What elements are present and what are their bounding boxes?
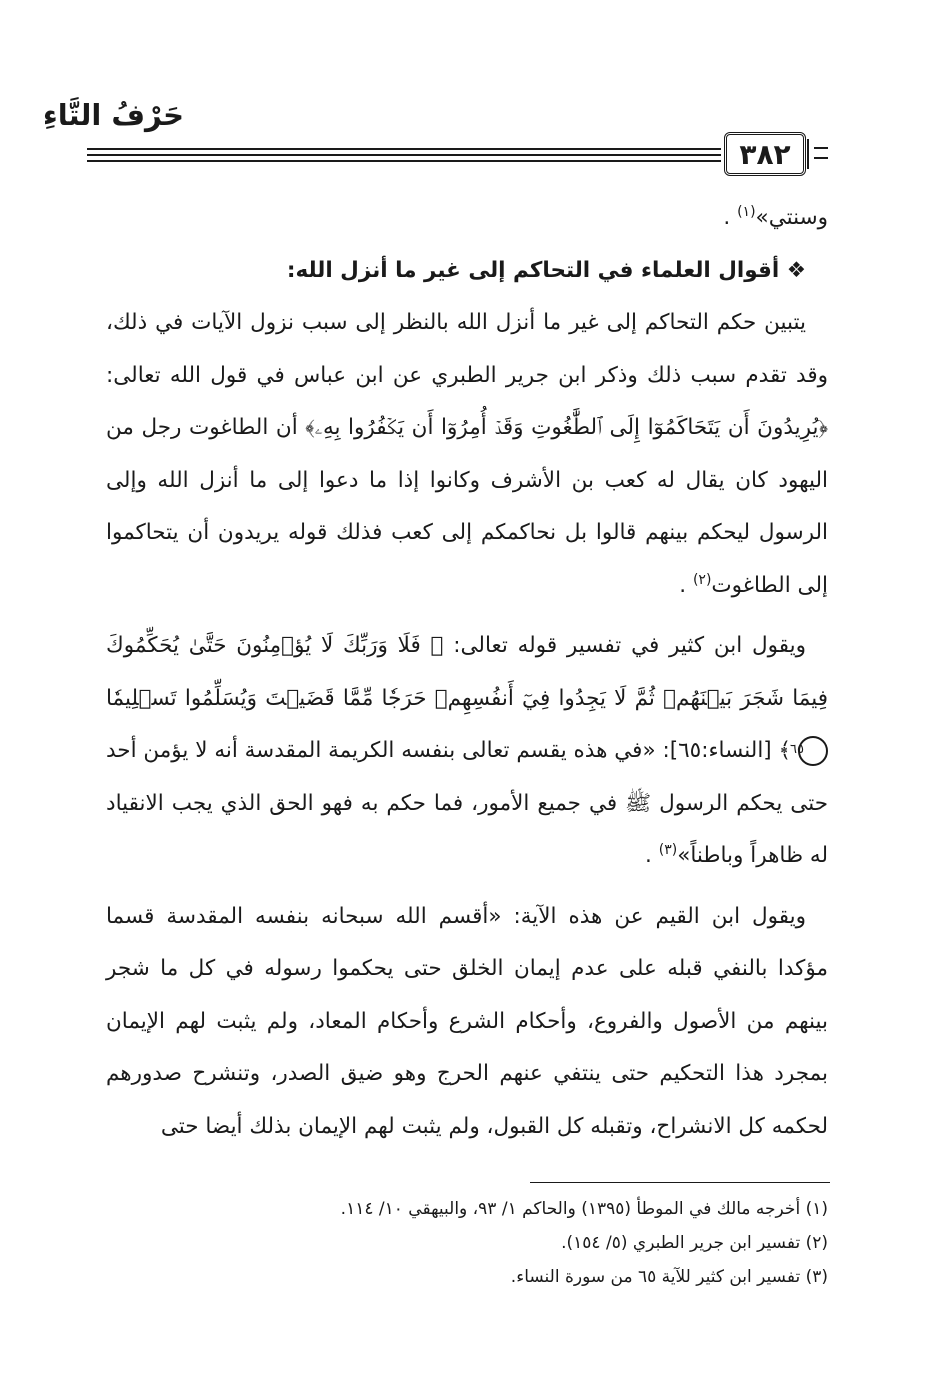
footnotes [106,1192,828,1294]
header-rule [87,154,721,156]
header-rule [87,160,721,162]
footnote: (٣) تفسير ابن كثير للآية ٦٥ من سورة النساء. [510,1267,828,1287]
footnote-ref: (٢) [692,571,712,588]
footnote-ref: (١) [737,203,756,220]
header-ornament [814,147,828,159]
paragraph-2: ويقول ابن كثير في تفسير قوله تعالى: ﴿ فَلَا وَرَبِّكَ لَا يُؤۡمِنُونَ حَتَّىٰ يُحَكِّمُوكَ فِيمَا شَجَرَ بَيۡنَهُمۡ ثُمَّ لَا يَجِدُوا فِيٓ أَنفُسِهِمۡ حَرَجٗا مِّمَّا قَضَيۡتَ وَيُسَلِّمُوا تَسۡلِيمٗا ٦٥ ﴾ [النساء:٦٥]: «في هذه يقسم تعالى بنفسه الكريمة المقدسة أنه لا يؤمن أحد حتى يحكم الرسول ﷺ في جميع الأمور، فما حكم به فهو الحق الذي يجب الانقياد له ظاهراً وباطناً»$^{(٣)}$ . [106,633,828,868]
section-heading: ❖ أقوال العلماء في التحاكم إلى غير ما أنزل الله: [286,257,806,283]
ayah-number-marker: ٦٥ [798,736,828,766]
main-text [106,192,828,1153]
header-rule [87,148,721,150]
page-number-text: ٣٨٢ [739,137,791,171]
footnote: (١) أخرجه مالك في الموطأ (١٣٩٥) والحاكم ١/ ٩٣، والبيهقي ١٠/ ١١٤. [340,1199,828,1219]
paragraph-3: ويقول ابن القيم عن هذه الآية: «أقسم الله سبحانه بنفسه المقدسة قسما مؤكدا بالنفي قبله على عدم إيمان الخلق حتى يحكموا رسوله في كل ما شجر بينهم من الأصول والفروع، وأحكام الشرع وأحكام المعاد، ولم يثبت لهم الإيمان بمجرد هذا التحكيم حتى ينتفي عنهم الحرج وهو ضيق الصدر، وتنشرح صدورهم لحكمه كل الانشراح، وتقبله كل القبول، ولم يثبت لهم الإيمان بذلك أيضا حتى [106,903,828,1139]
continuation-line: وسنتي»$^{(١)}$ . [723,203,828,230]
footnote-ref: (٣) [658,841,678,858]
paragraph-1: يتبين حكم التحاكم إلى غير ما أنزل الله بالنظر إلى سبب نزول الآيات في ذلك، وقد تقدم سبب ذلك وذكر ابن جرير الطبري عن ابن عباس في قول الله تعالى: ﴿يُرِيدُونَ أَن يَتَحَاكَمُوٓا إِلَى ٱلطَّٰغُوتِ وَقَدۡ أُمِرُوٓا أَن يَكۡفُرُوا بِهِۦ﴾ أن الطاغوت رجل من اليهود كان يقال له كعب بن الأشرف وكانوا إذا ما دعوا إلى ما أنزل الله وإلى الرسول ليحكم بينهم قالوا بل نحاكمكم إلى كعب فذلك قوله يريدون أن يتحاكموا إلى الطاغوت$^{(٢)}$ . [106,310,828,598]
chapter-title: حَرْفُ التَّاءِ [42,98,184,132]
footnote: (٢) تفسير ابن جرير الطبري (٥/ ١٥٤). [561,1233,828,1253]
footnote-separator [530,1182,830,1183]
page-number [724,132,806,176]
